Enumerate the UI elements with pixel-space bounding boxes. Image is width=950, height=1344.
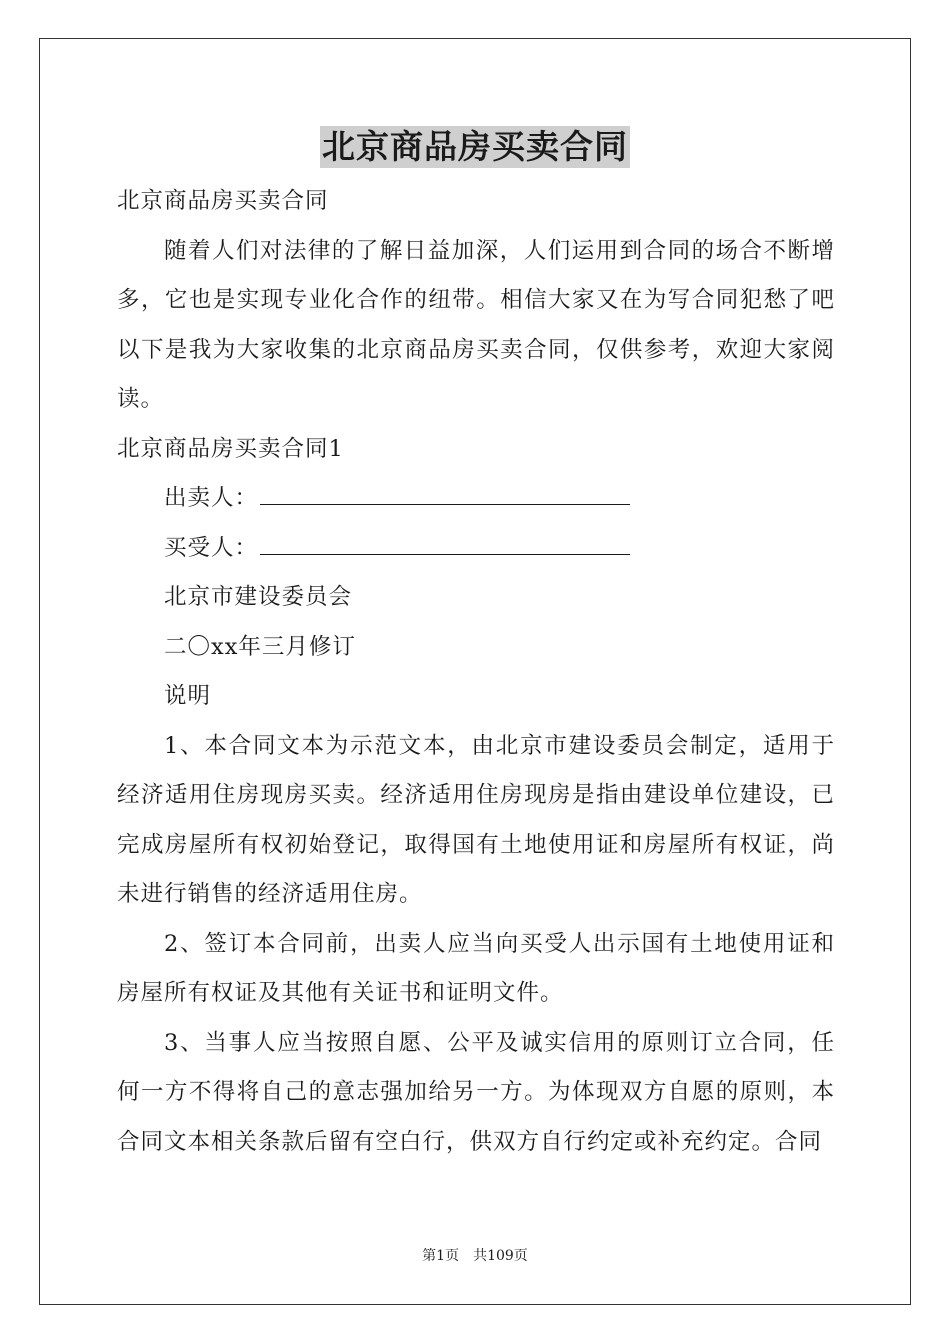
page-footer	[0, 1245, 950, 1265]
document-body	[117, 177, 835, 1167]
buyer-label: 买受人：	[164, 534, 259, 561]
document-title: 北京商品房买卖合同	[322, 127, 628, 166]
seller-row	[117, 474, 835, 524]
clause-3: 3、当事人应当按照自愿、公平及诚实信用的原则订立合同，任何一方不得将自己的意志强加给另一方。为体现双方自愿的原则，本合同文本相关条款后留有空白行，供双方自行约定或补充约定。合同	[117, 1029, 835, 1155]
seller-label: 出卖人：	[164, 485, 259, 511]
clause-1: 1、本合同文本为示范文本，由北京市建设委员会制定，适用于经济适用住房现房买卖。经济适用住房现房是指由建设单位建设，已完成房屋所有权初始登记，取得国有土地使用证和房屋所有权证，尚未进行销售的经济适用住房。	[117, 732, 835, 907]
revision-line: 二〇xx年三月修订	[164, 633, 356, 660]
buyer-row	[117, 524, 835, 574]
clause-2: 2、签订本合同前，出卖人应当向买受人出示国有土地使用证和房屋所有权证及其他有关证书和证明文件。	[117, 930, 835, 1006]
committee-line: 北京市建设委员会	[164, 584, 353, 610]
explanation-heading: 说明	[164, 683, 212, 709]
seller-blank-line	[260, 478, 630, 505]
title-container	[0, 126, 950, 168]
page-number: 第1页 共109页	[422, 1248, 528, 1264]
section-heading: 北京商品房买卖合同1	[117, 435, 344, 462]
intro-paragraph: 随着人们对法律的了解日益加深，人们运用到合同的场合不断增多，它也是实现专业化合作的纽带。相信大家又在为写合同犯愁了吧以下是我为大家收集的北京商品房买卖合同，仅供参考，欢迎大家阅读。	[117, 237, 835, 412]
buyer-blank-line	[260, 528, 630, 555]
document-subtitle: 北京商品房买卖合同	[117, 188, 329, 214]
